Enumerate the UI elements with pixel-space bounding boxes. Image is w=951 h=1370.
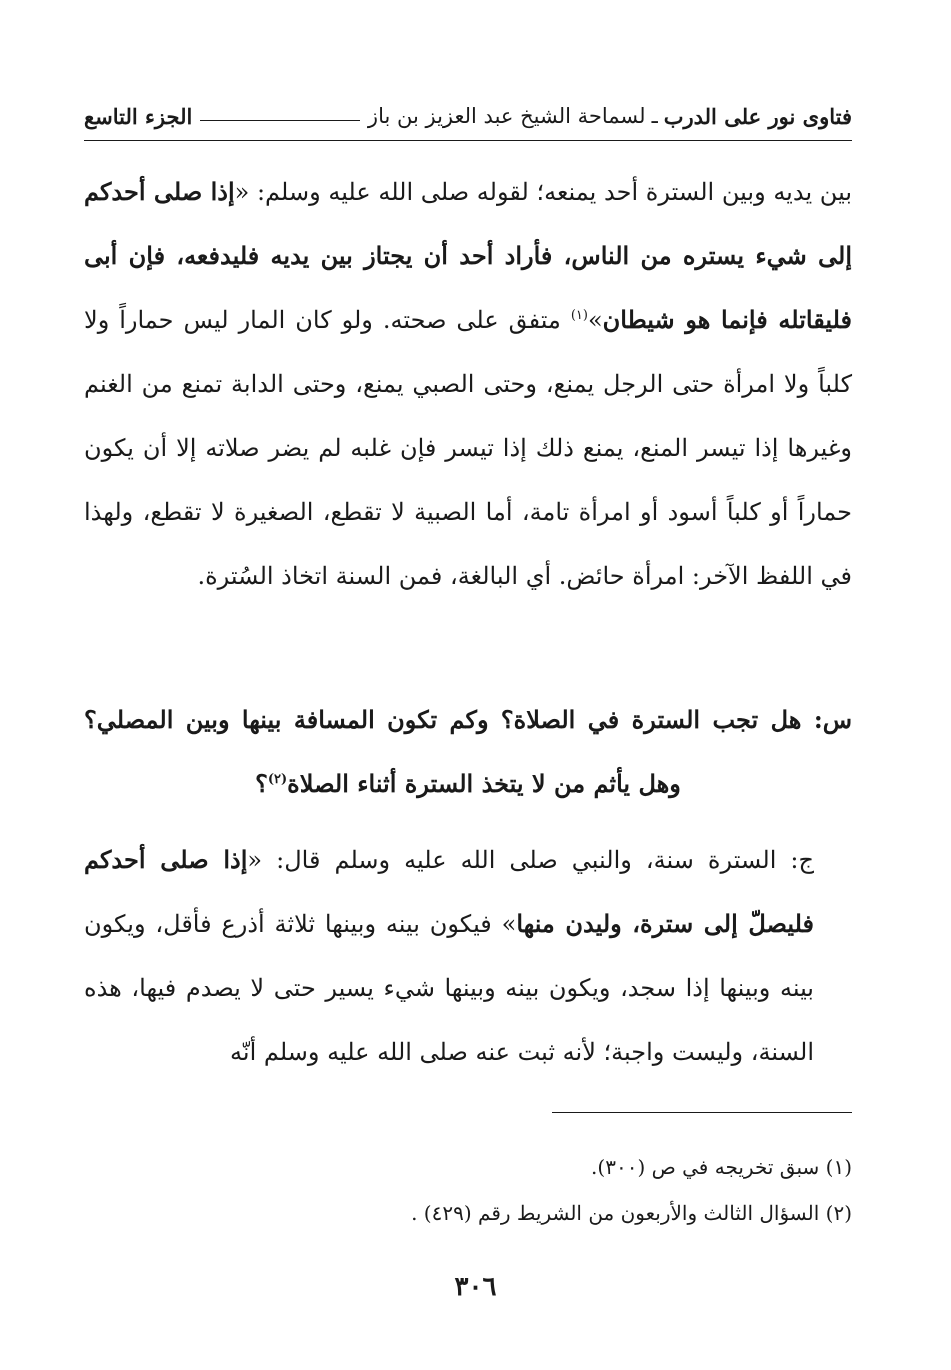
header-dash: ـ	[651, 104, 658, 128]
answer-body: » فيكون بينه وبينها ثلاثة أذرع فأقل، ويكون بينه وبينها إذا سجد، ويكون بينه وبينها شيء يسير حتى لا يصدم فيها، هذه السنة، وليست واجبة؛ لأنه ثبت عنه صلى الله عليه وسلم أنّه	[84, 910, 814, 1066]
footnote-separator	[552, 1112, 852, 1113]
hadith-quote-1: إذا صلى أحدكم إلى شيء يستره من الناس، فأراد أحد أن يجتاز بين يديه فليدفعه، فإن أبى فليقاتله فإنما هو شيطان	[84, 177, 852, 334]
book-title: فتاوى نور على الدرب	[663, 103, 852, 129]
question-block	[84, 688, 852, 816]
footnote-1: (١) سبق تخريجه في ص (٣٠٠).	[591, 1155, 852, 1179]
footnote-2: (٢) السؤال الثالث والأربعون من الشريط رقم (٤٢٩) .	[411, 1201, 852, 1225]
footnote-ref-2: (٢)	[267, 772, 288, 787]
footnote-ref-1: (١)	[570, 308, 588, 323]
quote-close-1: »	[587, 306, 603, 334]
paragraph-1-body: متفق على صحته. ولو كان المار ليس حماراً ولا كلباً ولا امرأة حتى الرجل يمنع، وحتى الصبي يمنع، وحتى الدابة تمنع من الغنم وغيرها إذا تيسر المنع، يمنع ذلك إذا تيسر فإن غلبه لم يضر صلاته إلا أن يكون حماراً أو كلباً أسود أو امرأة تامة، أما الصبية لا تقطع، الصغيرة لا تقطع، ولهذا في اللفظ الآخر: امرأة حائض. أي البالغة، فمن السنة اتخاذ السُترة.	[84, 306, 852, 590]
answer-block	[84, 828, 852, 1084]
question-mark: ؟	[255, 769, 268, 798]
header-rule	[200, 120, 360, 121]
author-name: لسماحة الشيخ عبد العزيز بن باز	[367, 104, 646, 128]
paragraph-1-intro: بين يديه وبين السترة أحد يمنعه؛ لقوله صلى الله عليه وسلم: «	[234, 178, 852, 206]
answer-intro: ج: السترة سنة، والنبي صلى الله عليه وسلم قال: «	[247, 846, 814, 874]
running-header	[84, 96, 852, 136]
footnotes	[84, 1144, 852, 1236]
question-text: س: هل تجب السترة في الصلاة؟ وكم تكون المسافة بينها وبين المصلي؟ وهل يأثم من لا يتخذ السترة أثناء الصلاة	[84, 705, 852, 798]
part-label: الجزء التاسع	[84, 103, 193, 129]
paragraph-1	[84, 160, 852, 608]
page-number: ٣٠٦	[454, 1272, 497, 1302]
hadith-quote-2: إذا صلى أحدكم فليصلّ إلى سترة، وليدن منها	[84, 845, 814, 938]
header-underline	[84, 140, 852, 141]
